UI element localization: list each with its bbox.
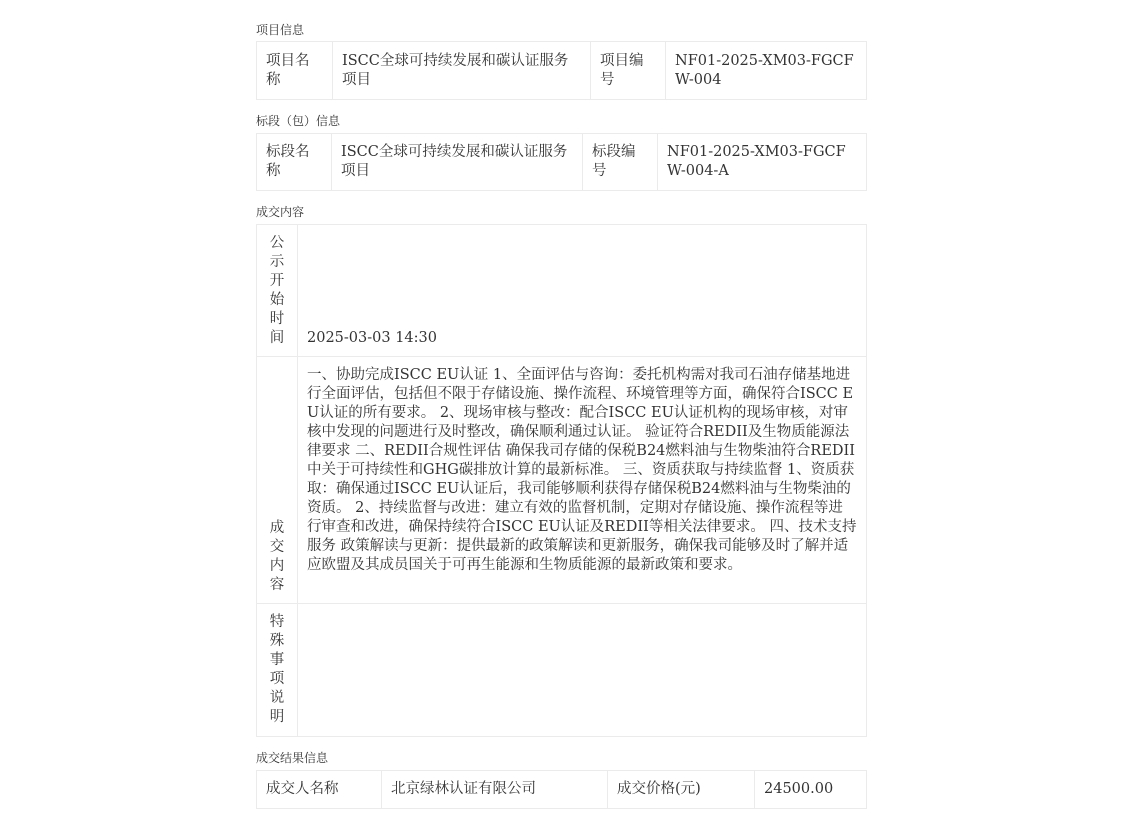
project-name-label: 项目名称 — [257, 42, 333, 100]
table-row — [257, 357, 867, 604]
project-name-value: ISCC全球可持续发展和碳认证服务项目 — [333, 42, 591, 100]
lot-name-value: ISCC全球可持续发展和碳认证服务项目 — [332, 134, 583, 191]
price-value: 24500.00 — [755, 771, 867, 809]
table-row — [257, 42, 867, 100]
project-code-value: NF01-2025-XM03-FGCFW-004 — [666, 42, 867, 100]
lot-info-table — [256, 133, 867, 191]
special-notes-label: 特殊事项说明 — [257, 604, 298, 737]
section-title-deal-content: 成交内容 — [256, 205, 305, 219]
publicity-start-time-value: 2025-03-03 14:30 — [298, 225, 867, 357]
deal-content-label: 成交内容 — [257, 357, 298, 604]
table-row — [257, 134, 867, 191]
winner-value: 北京绿林认证有限公司 — [382, 771, 608, 809]
lot-name-label: 标段名称 — [257, 134, 332, 191]
project-code-label: 项目编号 — [591, 42, 666, 100]
winner-label: 成交人名称 — [257, 771, 382, 809]
price-label: 成交价格(元) — [608, 771, 755, 809]
deal-content-value: 一、协助完成ISCC EU认证 1、全面评估与咨询：委托机构需对我司石油存储基地进行全面评估，包括但不限于存储设施、操作流程、环境管理等方面，确保符合ISCC EU认证的所有要求。 2、现场审核与整改：配合ISCC EU认证机构的现场审核，对审核中发现的问题进行及时整改，确保顺利通过认证。 验证符合REDII及生物质能源法律要求 二、REDII合规性评估 确保我司存储的保税B24燃料油与生物柴油符合REDII中关于可持续性和GHG碳排放计算的最新标准。 三、资质获取与持续监督 1、资质获取：确保通过ISCC EU认证后，我司能够顺利获得存储保税B24燃料油与生物柴油的资质。 2、持续监督与改进：建立有效的监督机制，定期对存储设施、操作流程等进行审查和改进，确保持续符合ISCC EU认证及REDII等相关法律要求。 四、技术支持服务 政策解读与更新：提供最新的政策解读和更新服务，确保我司能够及时了解并适应欧盟及其成员国关于可再生能源和生物质能源的最新政策和要求。 — [298, 357, 867, 604]
lot-code-label: 标段编号 — [583, 134, 658, 191]
project-info-table — [256, 41, 867, 100]
table-row — [257, 225, 867, 357]
result-info-table — [256, 770, 867, 809]
section-title-result-info: 成交结果信息 — [256, 751, 329, 765]
section-title-lot-info: 标段（包）信息 — [256, 114, 341, 128]
special-notes-value — [298, 604, 867, 737]
lot-code-value: NF01-2025-XM03-FGCFW-004-A — [658, 134, 867, 191]
table-row — [257, 771, 867, 809]
table-row — [257, 604, 867, 737]
section-title-project-info: 项目信息 — [256, 23, 305, 37]
publicity-start-time-label: 公示开始时间 — [257, 225, 298, 357]
deal-content-table — [256, 224, 867, 737]
